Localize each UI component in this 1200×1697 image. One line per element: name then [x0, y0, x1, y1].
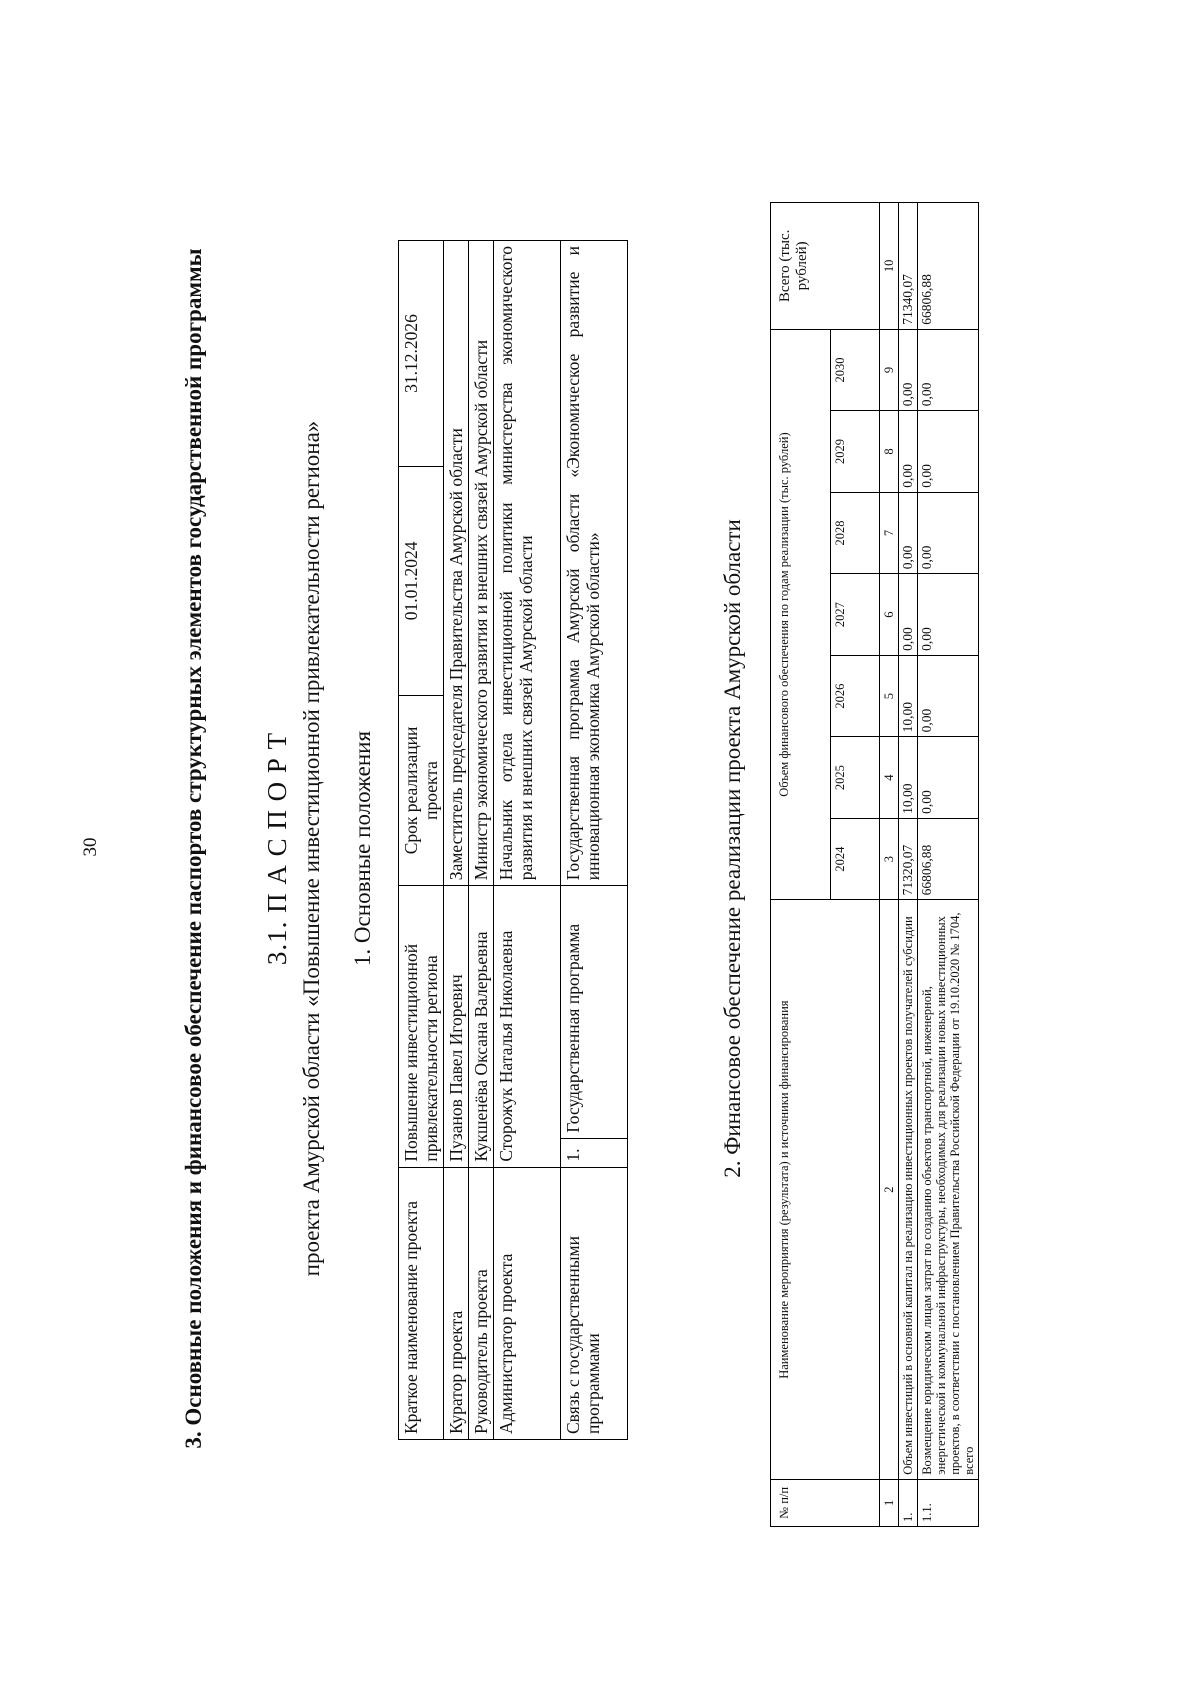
row-label: Связь с государственными программами — [561, 1167, 628, 1439]
admin-position: Начальник отдела инвестиционной политики министерства экономического развития и внешних связей Амурской области — [494, 241, 561, 886]
column-number: 5 — [880, 655, 899, 737]
link-number: 1. — [561, 1138, 628, 1167]
year-value: 0,00 — [918, 329, 979, 411]
table-row — [444, 241, 469, 1440]
table-row — [899, 203, 918, 1527]
passport-subtitle: проекта Амурской области «Повышение инвестиционной привлекательности региона» — [299, 420, 324, 1277]
leader-name: Кукшенёва Оксана Валерьевна — [469, 886, 494, 1167]
col-years-header: Объем финансового обеспечения по годам реализации (тыс. рублей) — [771, 329, 831, 900]
year-value: 0,00 — [918, 411, 979, 493]
year-value: 66806,88 — [918, 818, 979, 900]
table-header-row — [771, 203, 831, 1527]
curator-position: Заместитель председателя Правительства Амурской области — [444, 241, 469, 886]
column-number: 4 — [880, 737, 899, 819]
admin-name: Сторожук Наталья Николаевна — [494, 886, 561, 1167]
row-number: 1. — [899, 1479, 918, 1526]
column-number: 9 — [880, 329, 899, 411]
year-value: 0,00 — [899, 492, 918, 574]
page-number: 30 — [80, 837, 101, 857]
year-header: 2028 — [830, 492, 879, 574]
year-value: 0,00 — [899, 574, 918, 656]
column-number: 1 — [880, 1479, 899, 1526]
year-header: 2026 — [830, 655, 879, 737]
year-value: 0,00 — [899, 411, 918, 493]
column-number: 10 — [880, 203, 899, 330]
row-total: 66806,88 — [918, 203, 979, 330]
financing-table — [770, 202, 979, 1527]
table-row — [494, 241, 561, 1440]
year-value: 0,00 — [899, 329, 918, 411]
row-label: Куратор проекта — [444, 1167, 469, 1439]
row-number: 1.1. — [918, 1479, 979, 1526]
basic-provisions-table — [398, 240, 628, 1440]
row-name: Возмещение юридическим лицам затрат по созданию объектов транспортной, инженерной, энергетической и коммунальной инфраструктуры, необходимых для реализации новых инвестиционных проектов, в соответствии с постановлением Правительства Российской Федерации от 19.10.2020 № 1704, всего — [918, 900, 979, 1479]
table-row — [469, 241, 494, 1440]
column-number: 6 — [880, 574, 899, 656]
year-value: 0,00 — [918, 655, 979, 737]
table-row — [399, 241, 444, 1440]
year-value: 0,00 — [918, 574, 979, 656]
year-header: 2024 — [830, 818, 879, 900]
section-title: 3. Основные положения и финансовое обеспечение паспортов структурных элементов государственной программы — [181, 248, 206, 1449]
year-header: 2027 — [830, 574, 879, 656]
row-label: Администратор проекта — [494, 1167, 561, 1439]
column-number: 3 — [880, 818, 899, 900]
year-header: 2030 — [830, 329, 879, 411]
column-number: 2 — [880, 900, 899, 1479]
col-total-header: Всего (тыс. рублей) — [771, 203, 880, 330]
passport-title: 3.1. П А С П О Р Т — [262, 731, 292, 966]
term-start-date: 01.01.2024 — [399, 466, 444, 695]
term-end-date: 31.12.2026 — [399, 241, 444, 467]
column-numbers-row — [880, 203, 899, 1527]
basic-heading: 1. Основные положения — [350, 730, 375, 967]
leader-position: Министр экономического развития и внешних связей Амурской области — [469, 241, 494, 886]
financing-heading: 2. Финансовое обеспечение реализации проекта Амурской области — [720, 519, 745, 1178]
table-row — [561, 241, 628, 1440]
year-value: 0,00 — [918, 492, 979, 574]
row-name: Объем инвестиций в основной капитал на реализацию инвестиционных проектов получателей субсидии — [899, 900, 918, 1479]
column-number: 8 — [880, 411, 899, 493]
link-type: Государственная программа — [561, 886, 628, 1139]
year-value: 0,00 — [918, 737, 979, 819]
col-name-header: Наименование мероприятия (результата) и источники финансирования — [771, 900, 880, 1479]
term-label: Срок реализации проекта — [399, 695, 444, 885]
project-short-name: Повышение инвестиционной привлекательности региона — [399, 886, 444, 1167]
row-label: Краткое наименование проекта — [399, 1167, 444, 1439]
year-value: 71320,07 — [899, 818, 918, 900]
link-program: Государственная программа Амурской области «Экономическое развитие и инновационная экономика Амурской области» — [561, 241, 628, 886]
column-number: 7 — [880, 492, 899, 574]
table-row — [918, 203, 979, 1527]
year-header: 2029 — [830, 411, 879, 493]
year-value: 10,00 — [899, 737, 918, 819]
row-total: 71340,07 — [899, 203, 918, 330]
year-value: 10,00 — [899, 655, 918, 737]
year-header: 2025 — [830, 737, 879, 819]
row-label: Руководитель проекта — [469, 1167, 494, 1439]
col-num-header: № п/п — [771, 1479, 880, 1526]
curator-name: Пузанов Павел Игоревич — [444, 886, 469, 1167]
